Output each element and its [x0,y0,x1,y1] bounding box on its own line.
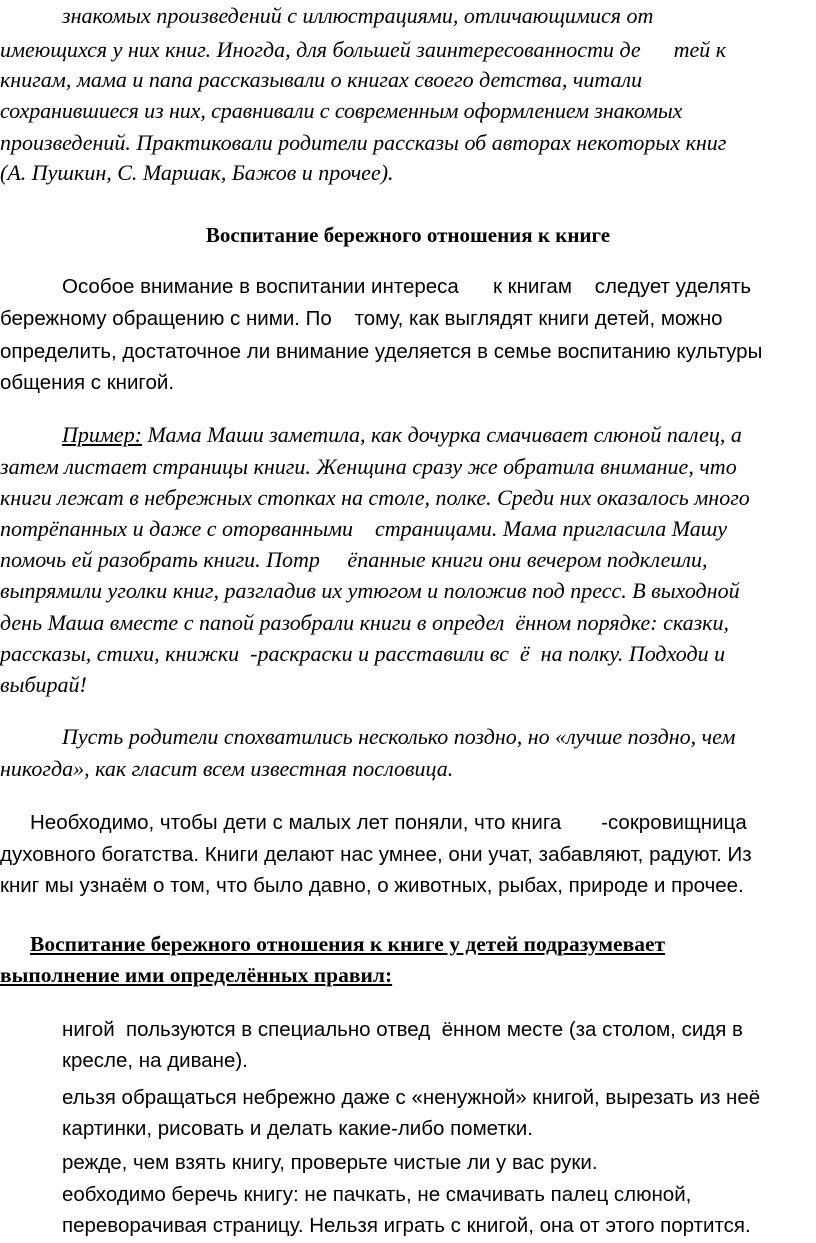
rules-heading-line-2: выполнение ими определённых правил: [0,963,393,987]
intro-line-2: имеющихся у них книг. Иногда, для большей заинтересованности де тей к [0,37,727,62]
rule-item-line-2: кресле, на диване). [62,1049,248,1072]
example-label: Пример: [62,422,143,447]
proverb-line-2: никогда», как гласит всем известная пословица. [0,756,454,781]
attention-line-4: общения с книгой. [0,371,175,394]
proverb-line-1: Пусть родители спохватились несколько поздно, но «лучше поздно, чем [62,724,736,749]
treasure-line-1: Необходимо, чтобы дети с малых лет поняли, что книга -сокровищница [30,811,747,834]
example-line-8: рассказы, стихи, книжки -раскраски и расставили вс ё на полку. Подходи и [0,641,726,666]
example-first-line-text: Мама Маши заметила, как дочурка смачивает слюной палец, а [142,422,742,447]
example-line-6: выпрямили уголки книг, разгладив их утюгом и положив под пресс. В выходной [0,578,740,603]
example-line-9: выбирай! [0,672,87,697]
rules-heading-line-1: Воспитание бережного отношения к книге у детей подразумевает [30,932,666,956]
example-line-4: потрёпанных и даже с оторванными страницами. Мама пригласила Машу [0,516,728,541]
rule-item-line-3: ельзя обращаться небрежно даже с «ненужной» книгой, вырезать из неё [62,1086,761,1109]
example-line-3: книги лежат в небрежных стопках на столе, полке. Среди них оказалось много [0,485,750,510]
intro-line-3: книгам, мама и папа рассказывали о книгах своего детства, читали [0,67,643,92]
rule-item-line-7: переворачивая страницу. Нельзя играть с книгой, она от этого портится. [62,1214,751,1237]
intro-line-6: (А. Пушкин, С. Маршак, Бажов и прочее). [0,160,394,185]
attention-line-3: определить, достаточное ли внимание уделяется в семье воспитанию культуры [0,340,763,363]
rule-item-line-1: нигой пользуются в специально отвед ённом месте (за столом, сидя в [62,1018,743,1041]
example-line-5: помочь ей разобрать книги. Потр ёпанные книги они вечером подклеили, [0,547,708,572]
section-heading: Воспитание бережного отношения к книге [205,223,611,247]
treasure-line-3: книг мы узнаём о том, что было давно, о животных, рыбах, природе и прочее. [0,874,744,897]
rule-item-line-5: режде, чем взять книгу, проверьте чистые ли у вас руки. [62,1151,598,1174]
rule-item-line-4: картинки, рисовать и делать какие-либо пометки. [62,1117,533,1140]
intro-line-5: произведений. Практиковали родители рассказы об авторах некоторых книг [0,130,727,155]
intro-line-4: сохранившиеся из них, сравнивали с современным оформлением знакомых [0,98,683,123]
example-line-1 [62,422,742,448]
example-line-2: затем листает страницы книги. Женщина сразу же обратила внимание, что [0,454,737,479]
example-line-7: день Маша вместе с папой разобрали книги в определ ённом порядке: сказки, [0,610,729,635]
attention-line-2: бережному обращению с ними. По тому, как выглядят книги детей, можно [0,307,723,330]
rule-item-line-6: еобходимо беречь книгу: не пачкать, не смачивать палец слюной, [62,1183,692,1206]
treasure-line-2: духовного богатства. Книги делают нас умнее, они учат, забавляют, радуют. Из [0,843,752,866]
attention-line-1: Особое внимание в воспитании интереса к книгам следует уделять [62,275,752,298]
intro-line-1: знакомых произведений с иллюстрациями, отличающимися от [62,3,654,28]
